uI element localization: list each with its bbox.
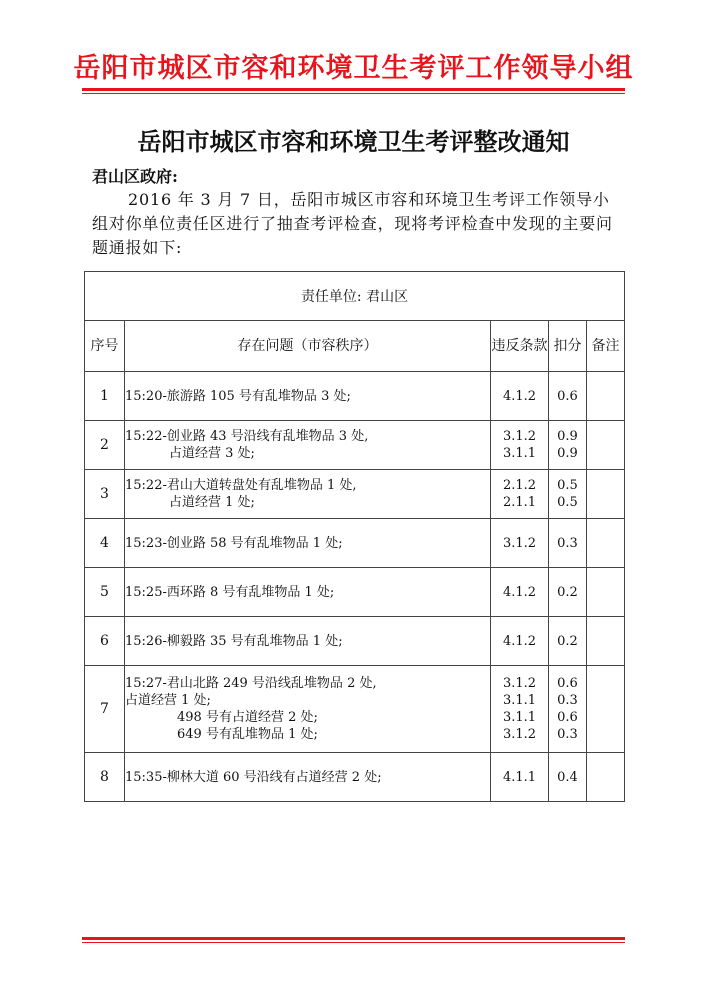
row-clause xyxy=(491,519,549,568)
clause-line: 4.1.1 xyxy=(502,769,537,785)
row-clause xyxy=(491,421,549,470)
clause-line: 3.1.2 xyxy=(502,727,537,742)
row-issue xyxy=(125,519,491,568)
row-deduct xyxy=(549,753,587,802)
header-divider-thin xyxy=(82,93,625,94)
deduct-line: 0.5 xyxy=(557,495,578,510)
deduct-line: 0.3 xyxy=(557,693,578,708)
issue-line: 15:22-创业路 43 号沿线有乱堆物品 3 处, xyxy=(125,429,369,444)
clause-line: 2.1.2 xyxy=(502,478,537,493)
issue-line: 15:25-西环路 8 号有乱堆物品 1 处; xyxy=(125,584,335,600)
row-seq: 6 xyxy=(85,617,125,666)
row-remark xyxy=(587,470,625,519)
table-row xyxy=(85,617,625,666)
issue-line: 15:20-旅游路 105 号有乱堆物品 3 处; xyxy=(125,388,351,404)
clause-line: 2.1.1 xyxy=(502,495,537,510)
deduct-line: 0.3 xyxy=(557,727,578,742)
row-remark xyxy=(587,666,625,753)
row-clause xyxy=(491,617,549,666)
row-remark xyxy=(587,372,625,421)
clause-line: 3.1.1 xyxy=(502,446,537,461)
table-row xyxy=(85,666,625,753)
footer-divider-thick xyxy=(82,937,625,940)
row-seq: 8 xyxy=(85,753,125,802)
row-clause xyxy=(491,753,549,802)
row-deduct xyxy=(549,666,587,753)
row-remark xyxy=(587,421,625,470)
row-issue xyxy=(125,470,491,519)
deduct-line: 0.6 xyxy=(557,388,578,404)
org-header-title: 岳阳市城区市容和环境卫生考评工作领导小组 xyxy=(73,53,634,84)
table-row xyxy=(85,568,625,617)
row-issue xyxy=(125,753,491,802)
row-remark xyxy=(587,617,625,666)
row-seq: 5 xyxy=(85,568,125,617)
row-deduct xyxy=(549,568,587,617)
row-seq: 4 xyxy=(85,519,125,568)
clause-line: 4.1.2 xyxy=(502,584,537,600)
deduct-line: 0.2 xyxy=(557,633,578,649)
clause-line: 4.1.2 xyxy=(502,633,537,649)
clause-line: 3.1.1 xyxy=(502,693,537,708)
row-remark xyxy=(587,753,625,802)
row-issue xyxy=(125,617,491,666)
table-row xyxy=(85,753,625,802)
row-seq: 7 xyxy=(85,666,125,753)
issue-line: 占道经营 1 处; xyxy=(169,495,255,510)
deduct-line: 0.9 xyxy=(557,446,578,461)
table-row xyxy=(85,372,625,421)
deduct-line: 0.9 xyxy=(557,429,578,444)
header-divider-thick xyxy=(82,88,625,91)
row-clause xyxy=(491,666,549,753)
issue-line: 占道经营 3 处; xyxy=(169,446,255,461)
header-issue: 存在问题（市容秩序） xyxy=(125,321,491,372)
row-deduct xyxy=(549,617,587,666)
row-clause xyxy=(491,372,549,421)
deduct-line: 0.2 xyxy=(557,584,578,600)
issue-line: 15:23-创业路 58 号有乱堆物品 1 处; xyxy=(125,535,343,551)
header-remark: 备注 xyxy=(587,321,625,372)
issue-line: 15:35-柳林大道 60 号沿线有占道经营 2 处; xyxy=(125,769,382,785)
salutation: 君山区政府: xyxy=(92,167,178,186)
row-issue xyxy=(125,372,491,421)
deduct-line: 0.6 xyxy=(557,676,578,691)
header-clause: 违反条款 xyxy=(491,321,549,372)
issue-line: 649 号有乱堆物品 1 处; xyxy=(177,727,318,742)
table-body xyxy=(85,372,625,802)
table-row xyxy=(85,421,625,470)
issue-line: 15:26-柳毅路 35 号有乱堆物品 1 处; xyxy=(125,633,343,649)
clause-line: 3.1.2 xyxy=(502,535,537,551)
issue-line: 15:22-君山大道转盘处有乱堆物品 1 处, xyxy=(125,478,357,493)
clause-line: 3.1.2 xyxy=(502,429,537,444)
row-deduct xyxy=(549,421,587,470)
row-deduct xyxy=(549,519,587,568)
row-issue xyxy=(125,666,491,753)
table-row xyxy=(85,519,625,568)
clause-line: 4.1.2 xyxy=(502,388,537,404)
issue-line: 占道经营 1 处; xyxy=(125,693,211,708)
issue-line: 498 号有占道经营 2 处; xyxy=(177,710,318,725)
row-seq: 3 xyxy=(85,470,125,519)
header-seq: 序号 xyxy=(85,321,125,372)
clause-line: 3.1.2 xyxy=(502,676,537,691)
table-row xyxy=(85,470,625,519)
deduct-line: 0.5 xyxy=(557,478,578,493)
header-deduct: 扣分 xyxy=(549,321,587,372)
body-paragraph: 2016 年 3 月 7 日，岳阳市城区市容和环境卫生考评工作领导小组对你单位责任区进行了抽查考评检查，现将考评检查中发现的主要问题通报如下: xyxy=(92,190,613,257)
row-deduct xyxy=(549,470,587,519)
footer-divider-thin xyxy=(82,942,625,943)
row-clause xyxy=(491,470,549,519)
row-clause xyxy=(491,568,549,617)
row-issue xyxy=(125,568,491,617)
deduct-line: 0.3 xyxy=(557,535,578,551)
responsible-unit: 责任单位: 君山区 xyxy=(85,272,625,321)
deduct-line: 0.4 xyxy=(557,769,578,785)
row-issue xyxy=(125,421,491,470)
row-remark xyxy=(587,519,625,568)
clause-line: 3.1.1 xyxy=(502,710,537,725)
issue-line: 15:27-君山北路 249 号沿线乱堆物品 2 处, xyxy=(125,676,377,691)
row-remark xyxy=(587,568,625,617)
row-seq: 2 xyxy=(85,421,125,470)
deduct-line: 0.6 xyxy=(557,710,578,725)
document-title: 岳阳市城区市容和环境卫生考评整改通知 xyxy=(137,127,570,156)
row-seq: 1 xyxy=(85,372,125,421)
inspection-table xyxy=(84,271,625,802)
row-deduct xyxy=(549,372,587,421)
